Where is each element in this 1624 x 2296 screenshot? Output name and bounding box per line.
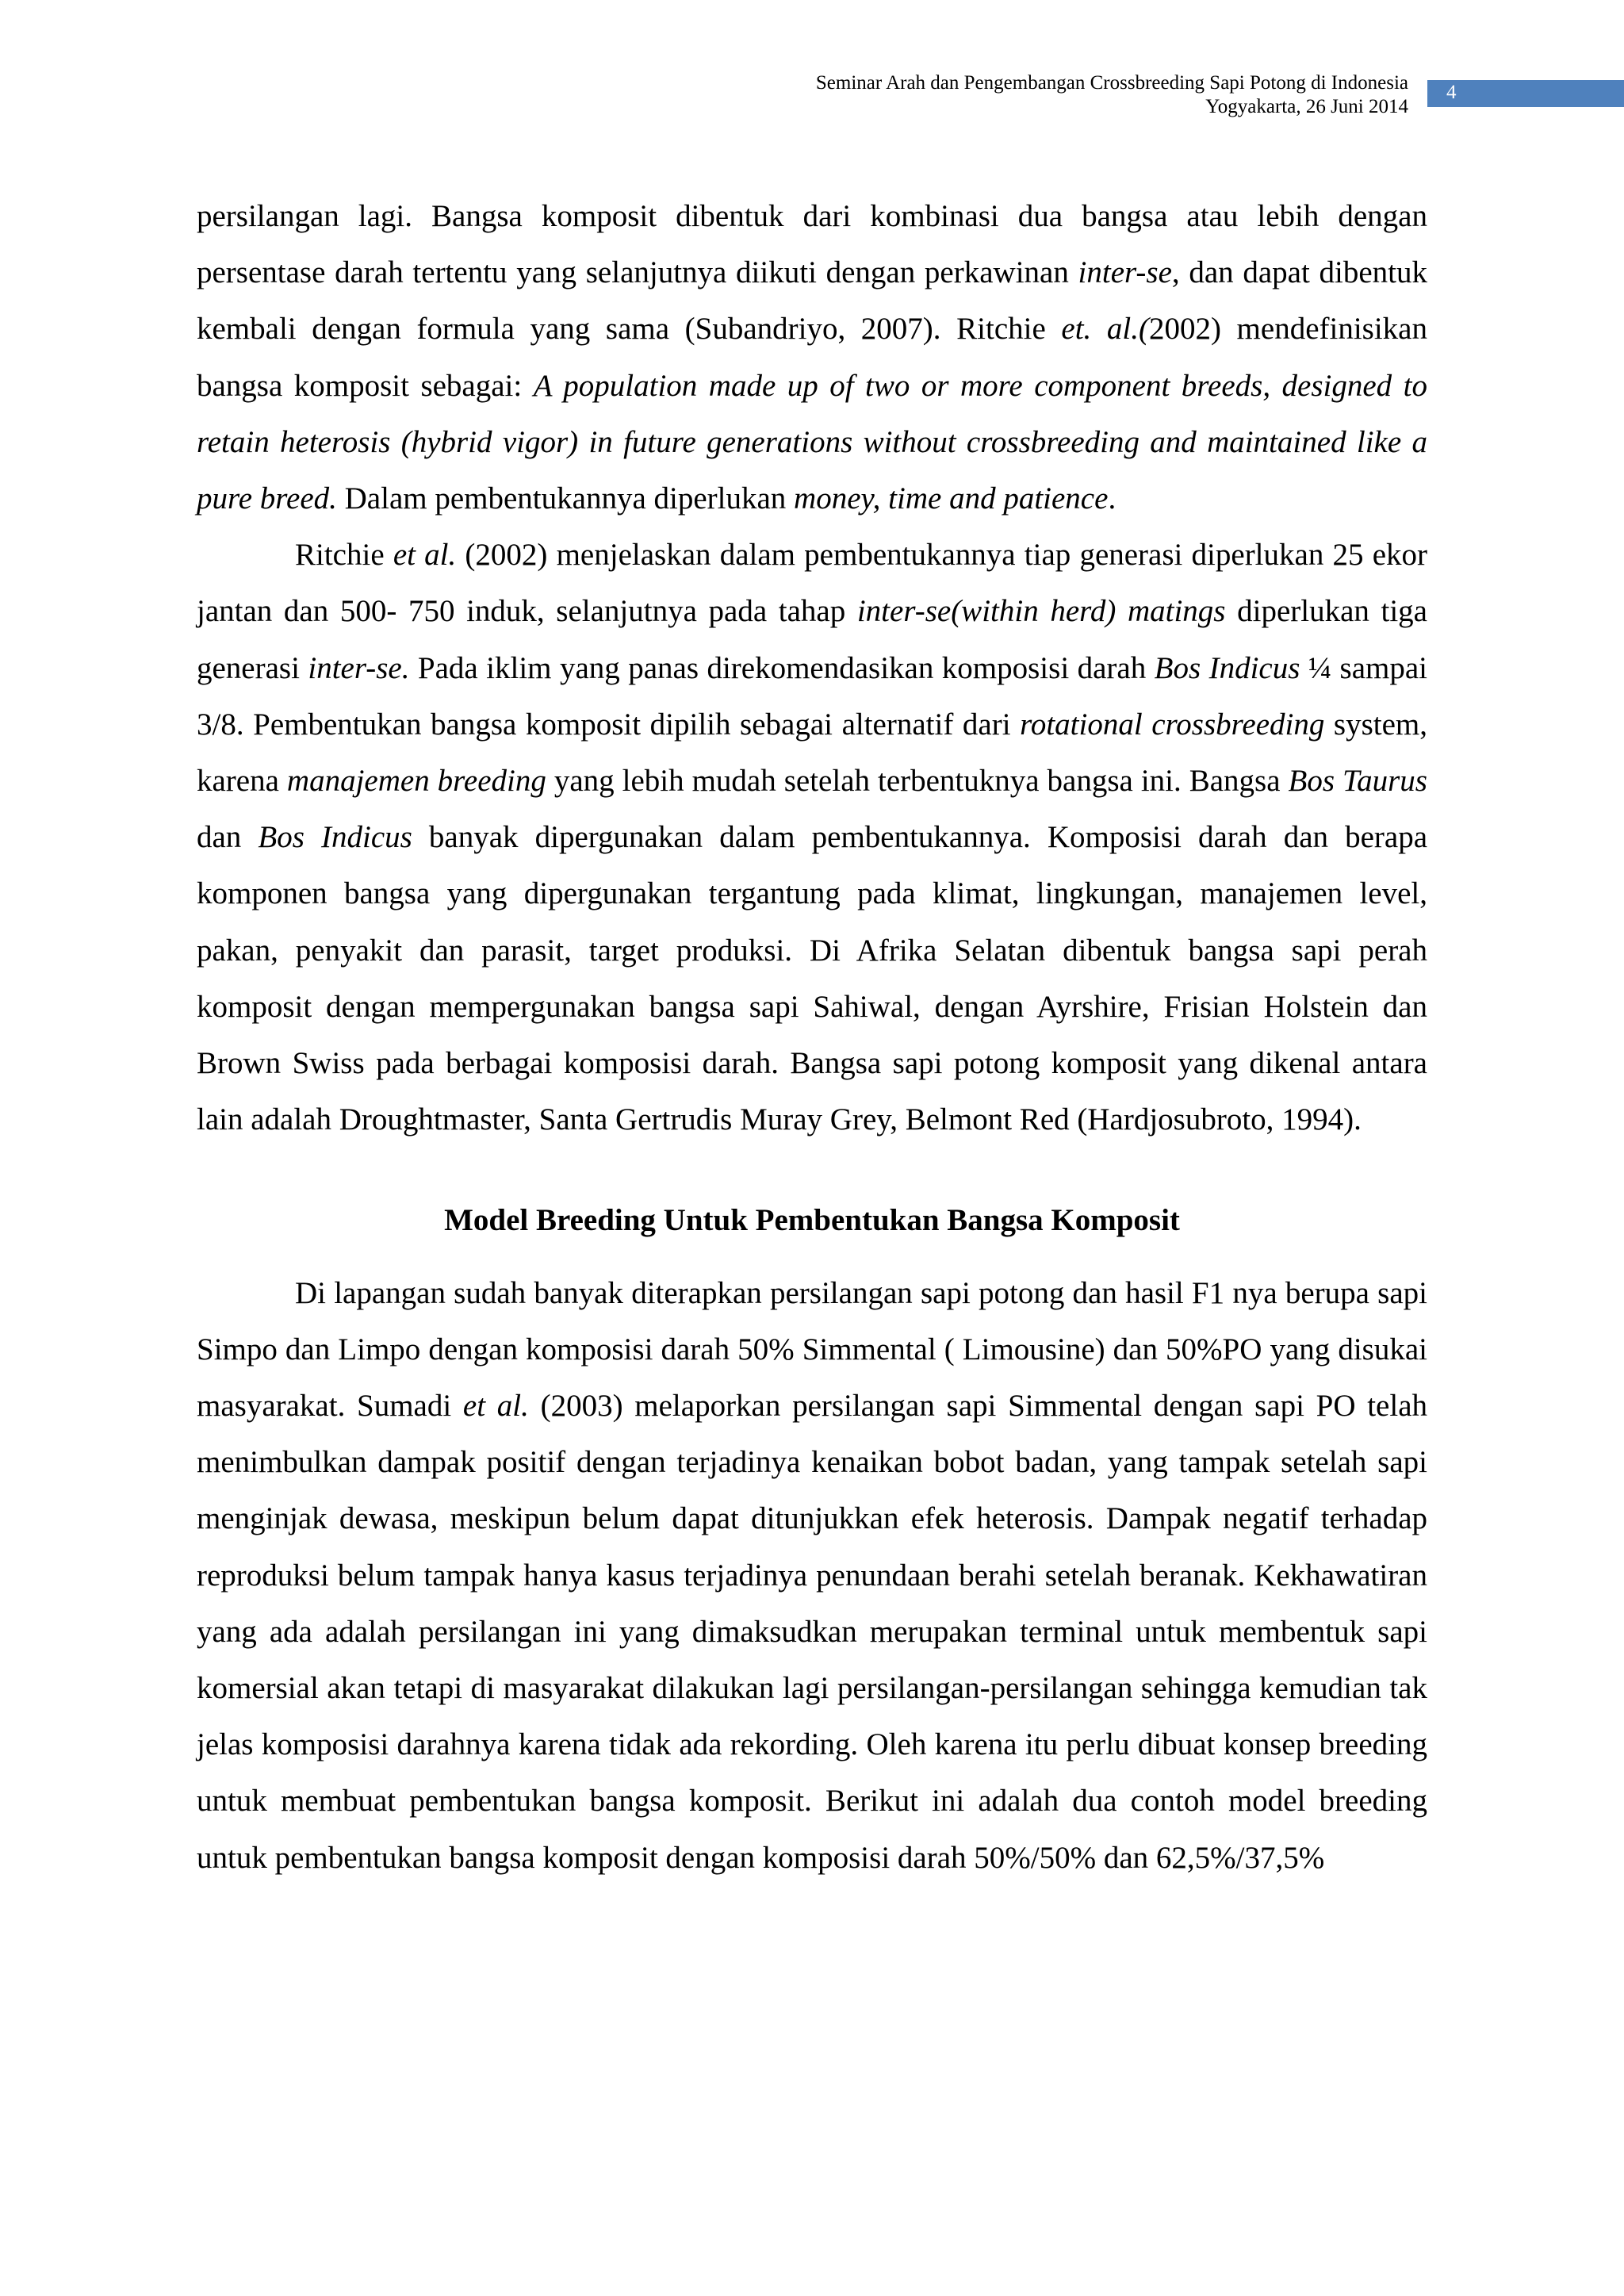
running-header — [615, 71, 1408, 119]
text-run: Di lapangan sudah banyak diterapkan persilangan sapi potong dan hasil F1 nya berupa sapi Simpo dan Limpo dengan komposisi darah 50% Simmental ( Limousine) dan 50%PO yang disukai masyarakat. Sumadi — [197, 1275, 1427, 1424]
page-number: 4 — [1446, 82, 1457, 103]
page-number-tab — [1427, 80, 1624, 107]
text-run: Ritchie — [295, 538, 393, 573]
text-run: yang lebih mudah setelah terbentuknya bangsa ini. Bangsa — [546, 764, 1289, 799]
italic-run: Bos Indicus — [258, 820, 412, 855]
italic-run: money, time and patience — [794, 481, 1109, 516]
paragraph-continuation — [197, 188, 1427, 527]
text-run: , dan dapat dibentuk kembali dengan formula yang sama (Subandriyo, 2007). Ritchie — [197, 255, 1427, 347]
text-run: diperlukan tiga generasi — [197, 594, 1427, 685]
text-run: Dalam pembentukannya diperlukan — [336, 481, 795, 516]
italic-run: Bos Indicus — [1154, 650, 1300, 685]
text-run: (2002) menjelaskan dalam pembentukannya tiap generasi diperlukan 25 ekor jantan dan 500- 750 induk, selanjutnya pada tahap — [197, 538, 1427, 629]
italic-run: et al. — [393, 538, 457, 573]
italic-run: inter-se — [1078, 255, 1172, 290]
italic-quote: A population made up of two or more component breeds, designed to retain heterosis (hybrid vigor) in future generations without crossbreeding and maintained like a pure breed. — [197, 368, 1428, 516]
text-run: dan — [197, 820, 259, 855]
text-run: . — [1108, 481, 1116, 516]
text-run: Pada iklim yang panas direkomendasikan komposisi darah — [409, 650, 1155, 685]
section-heading: Model Breeding Untuk Pembentukan Bangsa Komposit — [444, 1203, 1180, 1238]
text-run: ¼ sampai 3/8. Pembentukan bangsa komposit dipilih sebagai alternatif dari — [197, 650, 1428, 742]
header-place-date: Yogyakarta, 26 Juni 2014 — [1205, 96, 1408, 117]
text-run: system, karena — [197, 707, 1428, 799]
paragraph-ritchie — [197, 527, 1427, 1148]
italic-run: Bos Taurus — [1288, 764, 1427, 799]
paragraph-model-breeding — [197, 1265, 1427, 1886]
italic-run: inter-se. — [308, 650, 410, 685]
text-run: persilangan lagi. Bangsa komposit dibentuk dari kombinasi dua bangsa atau lebih dengan persentase darah tertentu yang selanjutnya diikuti dengan perkawinan — [197, 199, 1427, 290]
italic-run: inter-se(within herd) matings — [856, 594, 1226, 629]
italic-run: manajemen breeding — [286, 764, 546, 799]
italic-run: rotational crossbreeding — [1020, 707, 1325, 742]
header-seminar-title: Seminar Arah dan Pengembangan Crossbreeding Sapi Potong di Indonesia — [815, 72, 1408, 94]
italic-run: et al. — [462, 1389, 529, 1424]
text-run: 2002) mendefinisikan bangsa komposit sebagai: — [197, 312, 1427, 403]
body-text — [197, 188, 1427, 1886]
italic-run: et. al.( — [1061, 312, 1149, 347]
text-run: (2003) melaporkan persilangan sapi Simmental dengan sapi PO telah menimbulkan dampak positif dengan terjadinya kenaikan bobot badan, yang tampak setelah sapi menginjak dewasa, meskipun belum dapat ditunjukkan efek heterosis. Dampak negatif terhadap reproduksi belum tampak hanya kasus terjadinya penundaan berahi setelah beranak. Kekhawatiran yang ada adalah persilangan ini yang dimaksudkan merupakan terminal untuk membentuk sapi komersial akan tetapi di masyarakat dilakukan lagi persilangan-persilangan sehingga kemudian tak jelas komposisi darahnya karena tidak ada rekording. Oleh karena itu perlu dibuat konsep breeding untuk membuat pembentukan bangsa komposit. Berikut ini adalah dua contoh model breeding untuk pembentukan bangsa komposit dengan komposisi darah 50%/50% dan 62,5%/37,5% — [197, 1389, 1428, 1875]
text-run: banyak dipergunakan dalam pembentukannya. Komposisi darah dan berapa komponen bangsa yang dipergunakan tergantung pada klimat, lingkungan, manajemen level, pakan, penyakit dan parasit, target produksi. Di Afrika Selatan dibentuk bangsa sapi perah komposit dengan mempergunakan bangsa sapi Sahiwal, dengan Ayrshire, Frisian Holstein dan Brown Swiss pada berbagai komposisi darah. Bangsa sapi potong komposit yang dikenal antara lain adalah Droughtmaster, Santa Gertrudis Muray Grey, Belmont Red (Hardjosubroto, 1994). — [197, 820, 1428, 1137]
